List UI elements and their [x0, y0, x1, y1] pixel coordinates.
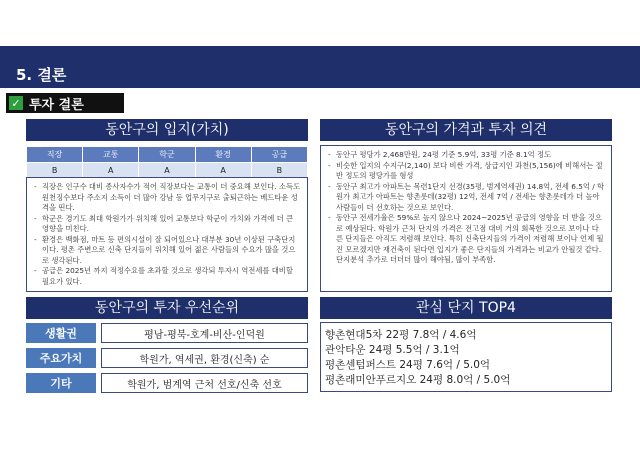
subheading-bar — [6, 93, 124, 113]
priority-row — [26, 323, 308, 343]
note-item: - 동안구 평당가 2,468만원, 24평 기준 5.9억, 33평 기준 8.1억 정도 — [336, 150, 605, 161]
grade-value: B — [27, 163, 83, 179]
grade-value: B — [251, 163, 307, 179]
note-item: - 비슷한 입지의 수지구(2,140) 보다 비싼 가격, 상급지인 과천(5,156)에 비해서는 절반 정도의 평당가를 형성 — [336, 161, 605, 182]
grade-header: 직장 — [27, 147, 83, 163]
priority-row — [26, 348, 308, 368]
top-banner — [0, 46, 640, 88]
price-panel-title: 동안구의 가격과 투자 의견 — [320, 119, 612, 141]
note-item: - 동안구 최고가 아파트는 목련1단지 선경(35평, 범계역세권) 14.8억, 전세 6.5억 / 학원가 최고가 아파트는 향촌롯데(32평) 12억, 전세 7억 / 전세는 향촌롯데가 더 높아 사람들이 더 선호하는 것으로 보인다. — [336, 182, 605, 214]
priority-value: 학원가, 범계역 근처 선호/신축 선호 — [101, 373, 308, 393]
grade-value: A — [195, 163, 251, 179]
priority-label: 기타 — [26, 373, 96, 393]
checkmark-icon: ✓ — [9, 96, 23, 110]
location-panel-title: 동안구의 입지(가치) — [26, 119, 308, 141]
grade-header: 환경 — [195, 147, 251, 163]
section-title: 5. 결론 — [16, 66, 67, 84]
grade-header: 공급 — [251, 147, 307, 163]
location-notes — [26, 177, 308, 292]
grade-table — [26, 146, 308, 179]
grade-value: A — [139, 163, 195, 179]
top4-item: 평촌래미안푸르지오 24평 8.0억 / 5.0억 — [325, 374, 511, 386]
priority-row — [26, 373, 308, 393]
note-item: - 환경은 백화점, 마트 등 편의시설이 잘 되어있으나 대부분 30년 이상된 구축단지이다. 평촌 주변으로 신축 단지들이 위치해 있어 젊은 사람들의 수요가 많을 것으로 생각된다. — [42, 235, 301, 267]
top4-panel-title: 관심 단지 TOP4 — [320, 297, 612, 319]
priority-value: 평남-평북-호계-비산-인덕원 — [101, 323, 308, 343]
note-item: - 학군은 경기도 최대 학원가가 위치해 있어 교통보다 학군이 가치와 가격에 더 큰 영향을 미친다. — [42, 214, 301, 235]
note-item: - 동안구 전세가율은 59%로 높지 않으나 2024~2025년 공급의 영향을 더 받을 것으로 예상된다. 학원가 근처 단지의 가격은 전고점 대비 거의 회복한 것으로 보이나 다른 단지들은 아직도 저렴해 보인다. 특히 신축단지들의 가격이 저렴해 보이나 언제 될진 모르겠지만 재건축이 된다면 입지가 좋은 단지들의 가격과는 비교가 안될것 같다. 단지분석 추가로 더더더 많이 해야됨, 많이 부족함. — [336, 213, 605, 266]
note-item: - 직장은 인구수 대비 종사자수가 적어 직장보다는 교통이 더 중요해 보인다. 소득도 원천징수보다 주소지 소득이 더 많아 강남 등 업무지구로 출퇴근하는 베드타운 성격을 띤다. — [42, 182, 301, 214]
price-notes — [320, 145, 612, 292]
priority-panel-title: 동안구의 투자 우선순위 — [26, 297, 308, 319]
top4-list — [320, 322, 612, 392]
grade-value: A — [83, 163, 139, 179]
grade-header: 교통 — [83, 147, 139, 163]
top4-item: 평촌센텀퍼스트 24평 7.6억 / 5.0억 — [325, 359, 491, 371]
priority-label: 생활권 — [26, 323, 96, 343]
priority-label: 주요가치 — [26, 348, 96, 368]
subheading-text: 투자 결론 — [29, 97, 84, 113]
grade-header: 학군 — [139, 147, 195, 163]
top4-item: 향촌현대5차 22평 7.8억 / 4.6억 — [325, 329, 477, 341]
top4-item: 관악타운 24평 5.5억 / 3.1억 — [325, 344, 460, 356]
note-item: - 공급은 2025년 까지 적정수요를 초과할 것으로 생각되 투자시 역전세를 대비할 필요가 있다. — [42, 266, 301, 287]
priority-value: 학원가, 역세권, 환경(신축) 순 — [101, 348, 308, 368]
